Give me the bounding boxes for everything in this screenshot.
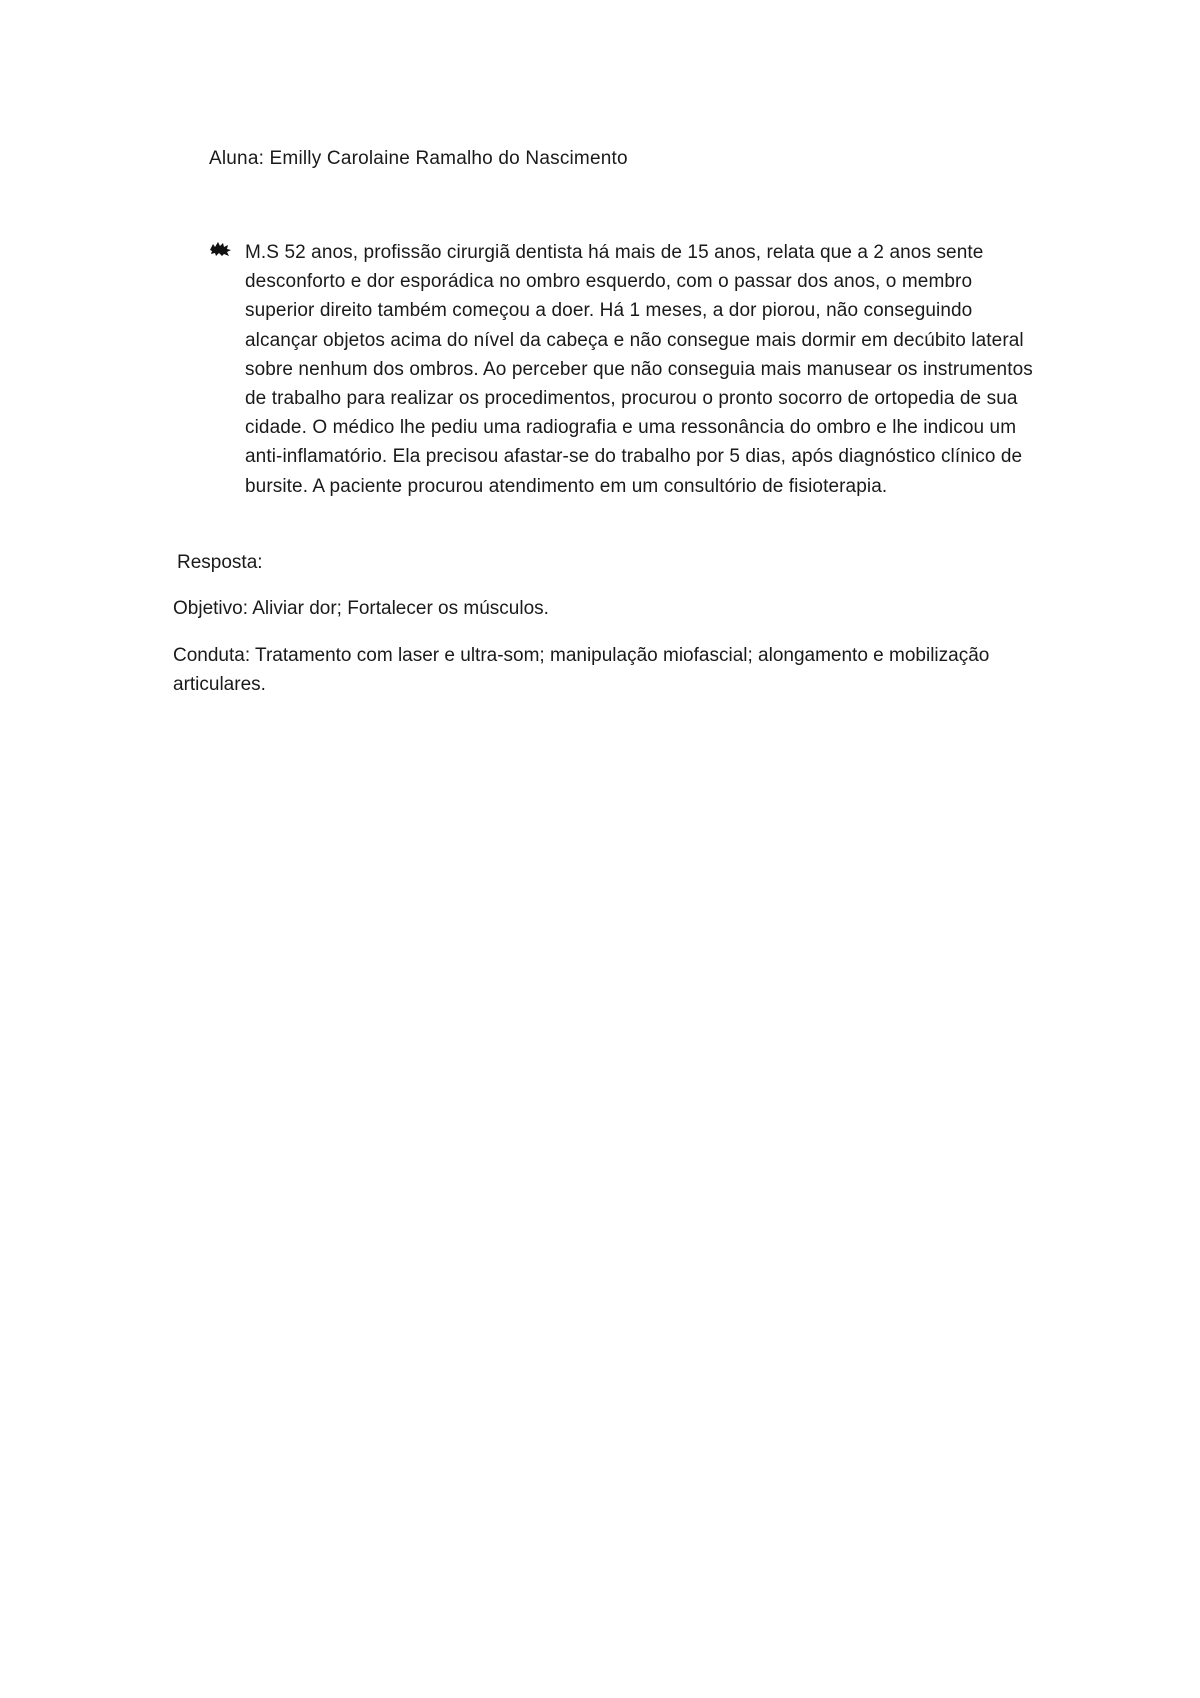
case-description-text: M.S 52 anos, profissão cirurgiã dentista há mais de 15 anos, relata que a 2 anos sente desconforto e dor esporádica no ombro esquerdo, com o passar dos anos, o membro superior direito também começou a doer. Há 1 meses, a dor piorou, não conseguindo alcançar objetos acima do nível da cabeça e não consegue mais dormir em decúbito lateral sobre nenhum dos ombros. Ao perceber que não conseguia mais manusear os instrumentos de trabalho para realizar os procedimentos, procurou o pronto socorro de ortopedia de sua cidade. O médico lhe pediu uma radiografia e uma ressonância do ombro e lhe indicou um anti-inflamatório. Ela precisou afastar-se do trabalho por 5 dias, após diagnóstico clínico de bursite. A paciente procurou atendimento em um consultório de fisioterapia.: [245, 242, 1033, 497]
student-name-line: Aluna: Emilly Carolaine Ramalho do Nascimento: [209, 148, 628, 169]
conduct-line: Conduta: Tratamento com laser e ultra-som; manipulação miofascial; alongamento e mobilização articulares.: [173, 645, 990, 695]
objective-line: Objetivo: Aliviar dor; Fortalecer os músculos.: [173, 598, 549, 619]
answer-label: Resposta:: [177, 552, 263, 573]
burst-bullet-icon: [209, 242, 231, 256]
